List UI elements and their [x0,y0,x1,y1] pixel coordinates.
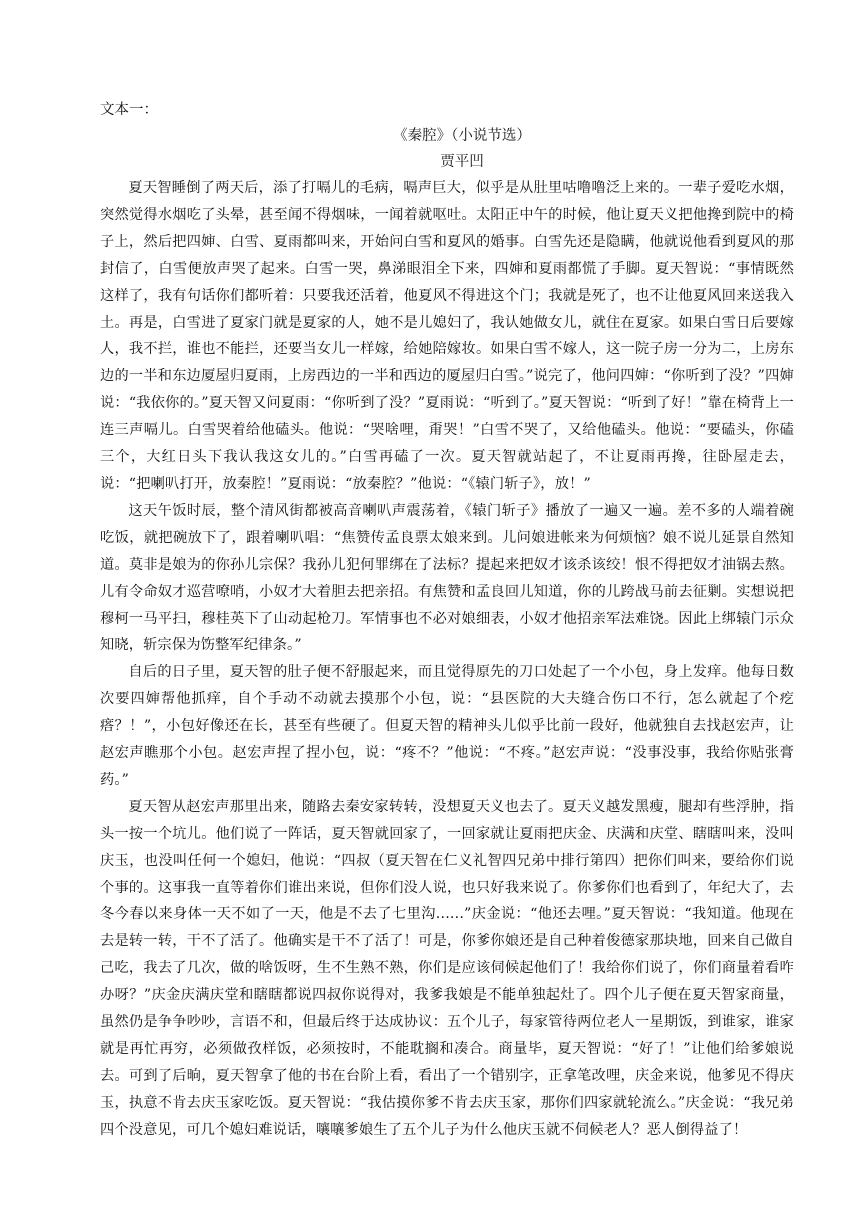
document-author: 贾平凹 [440,154,484,170]
paragraph: 这天午饭时辰，整个清风街都被高音喇叭声震荡着，《辕门斩子》播放了一遍又一遍。差不多的人端着碗吃饭，就把碗放下了，跟着喇叭唱：“焦赞传孟良票太娘来到。儿问娘进帐来为何烦恼？娘不说儿延景自然知道。莫非是娘为的你孙儿宗保？我孙儿犯何罪绑在了法标？提起来把奴才该杀该绞！恨不得把奴才油锅去熬。儿有令命奴才巡营嘹哨，小奴才大着胆去把亲招。有焦赞和孟良回儿知道，你的儿跨战马前去征剿。实想说把穆柯一马平扫，穆桂英下了山动起枪刀。军情事也不必对娘细表，小奴才他招亲军法难饶。因此上绑辕门示众知晓，斩宗保为饬整军纪律条。” [100,502,794,654]
paragraph: 自后的日子里，夏天智的肚子便不舒服起来，而且觉得原先的刀口处起了一个小包，身上发痒。他每日数次要四婶帮他抓痒，自个手动不动就去摸那个小包，说：“县医院的大夫缝合伤口不行，怎么就起了个疙瘩？！”，小包好像还在长，甚至有些硬了。但夏天智的精神头儿似乎比前一段好，他就独自去找赵宏声，让赵宏声瞧那个小包。赵宏声捏了捏小包，说：“疼不？”他说：“不疼。”赵宏声说：“没事没事，我给你贴张膏药。” [100,664,794,788]
document-page [100,97,794,1144]
paragraph: 夏天智从赵宏声那里出来，随路去秦安家转转，没想夏天义也去了。夏天义越发黑瘦，腿却有些浮肿，指头一按一个坑儿。他们说了一阵话，夏天智就回家了，一回家就让夏雨把庆金、庆满和庆堂、瞎瞎叫来，没叫庆玉，也没叫任何一个媳妇，他说：“四叔（夏天智在仁义礼智四兄弟中排行第四）把你们叫来，要给你们说个事的。这事我一直等着你们谁出来说，但你们没人说，也只好我来说了。你爹你们也看到了，年纪大了，去冬今春以来身体一天不如了一天，他是不去了七里沟......”庆金说：“他还去哩。”夏天智说：“我知道。他现在去是转一转，干不了活了。他确实是干不了活了！可是，你爹你娘还是自己种着俊德家那块地，回来自己做自己吃，我去了几次，做的啥饭呀，生不生熟不熟，你们是应该伺候起他们了！我给你们说了，你们商量着看咋办呀？”庆金庆满庆堂和瞎瞎都说四叔你说得对，我爹我娘是不能单独起灶了。四个儿子便在夏天智家商量，虽然仍是争争吵吵，言语不和，但最后终于达成协议：五个儿子，每家管待两位老人一星期饭，到谁家，谁家就是再忙再穷，必须做孜样饭，必须按时，不能耽搁和凑合。商量毕，夏天智说：“好了！”让他们给爹娘说去。可到了后晌，夏天智拿了他的书在台阶上看，看出了一个错别字，正拿笔改哩，庆金来说，他爹见不得庆玉，执意不肯去庆玉家吃饭。夏天智说：“我估摸你爹不肯去庆玉家，那你们四家就轮流么。”庆金说：“我兄弟四个没意见，可几个媳妇难说话，嚷嚷爹娘生了五个儿子为什么他庆玉就不伺候老人？恶人倒得益了！ [100,798,794,1138]
document-title: 《秦腔》（小说节选） [393,128,531,144]
paragraph: 夏天智睡倒了两天后，添了打嗝儿的毛病，嗝声巨大，似乎是从肚里咕噜噜泛上来的。一辈子爱吃水烟，突然觉得水烟吃了头晕，甚至闻不得烟味，一闻着就呕吐。太阳正中午的时候，他让夏天义把他搀到院中的椅子上，然后把四婶、白雪、夏雨都叫来，开始问白雪和夏风的婚事。白雪先还是隐瞒，他就说他看到夏风的那封信了，白雪便放声哭了起来。白雪一哭，鼻涕眼泪全下来，四婶和夏雨都慌了手脚。夏天智说：“事情既然这样了，我有句话你们都听着：只要我还活着，他夏风不得进这个门；我就是死了，也不让他夏风回来送我入土。再是，白雪进了夏家门就是夏家的人，她不是儿媳妇了，我认她做女儿，就住在夏家。如果白雪日后要嫁人，我不拦，谁也不能拦，还要当女儿一样嫁，给她陪嫁妆。如果白雪不嫁人，这一院子房一分为二，上房东边的一半和东边厦屋归夏雨，上房西边的一半和西边的厦屋归白雪。”说完了，他问四婶：“你听到了没？”四婶说：“我依你的。”夏天智又问夏雨：“你听到了没？”夏雨说：“听到了。”夏天智说：“听到了好！”靠在椅背上一连三声嗝儿。白雪哭着给他磕头。他说：“哭啥哩，甭哭！”白雪不哭了，又给他磕头。他说：“要磕头，你磕三个，大红日头下我认我这女儿的。”白雪再磕了一次。夏天智就站起了，不让夏雨再搀，往卧屋走去，说：“把喇叭打开，放秦腔！”夏雨说：“放秦腔？”他说：“《辕门斩子》，放！” [100,180,794,492]
section-label: 文本一： [100,102,158,118]
